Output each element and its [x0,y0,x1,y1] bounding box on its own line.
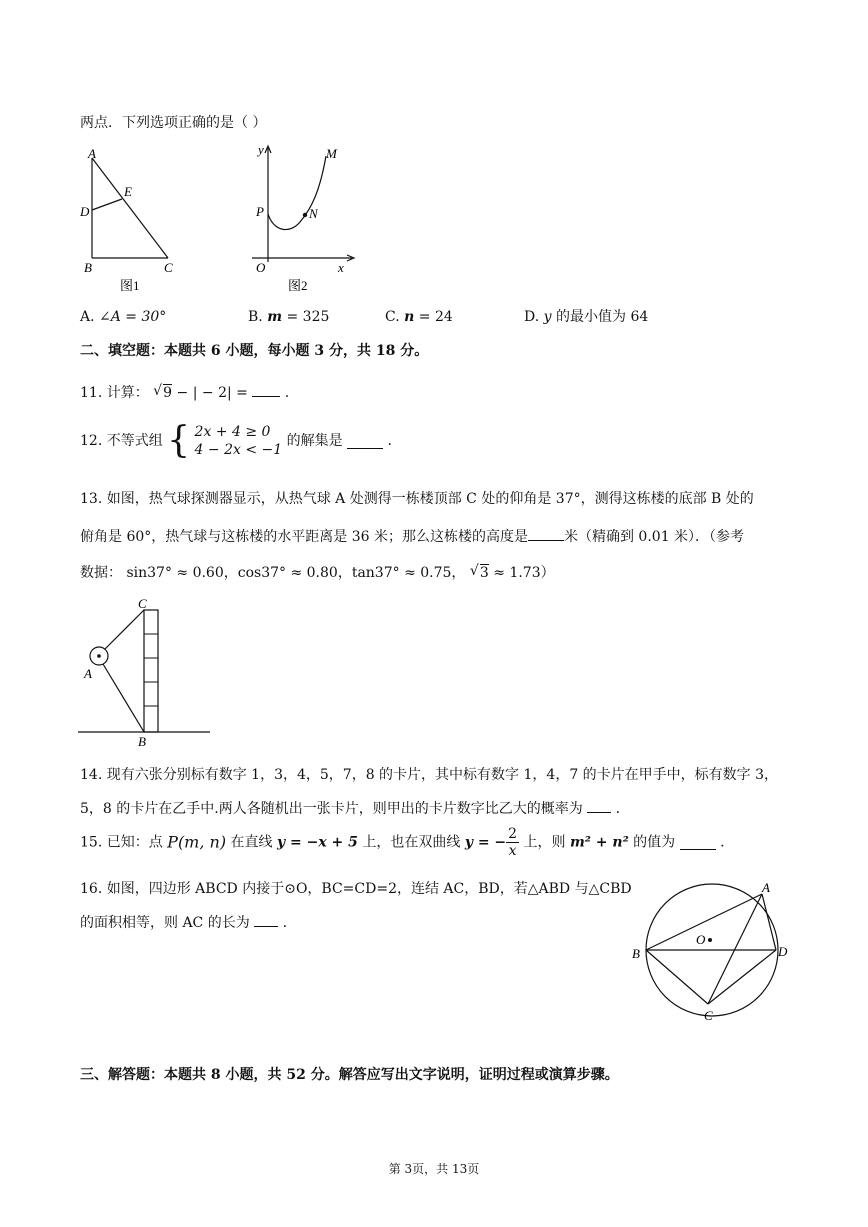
q14-line-1: 14. 现有六张分别标有数字 1，3，4，5，7，8 的卡片，其中标有数字 1，4，7 的卡片在甲手中，标有数字 3， [80,767,779,783]
fig2-caption: 图2 [288,278,308,293]
q16-fig-label-o: O [696,932,706,947]
fig2-label-p: P [256,204,264,219]
fig2-label-n: N [309,206,318,221]
q10-stem-tail: 两点．下列选项正确的是（ ） [80,115,267,131]
q13-line-3: 数据： sin37° ≈ 0.60，cos37° ≈ 0.80，tan37° ≈ 0.75， √ 3 ≈ 1.73） [80,563,555,581]
q16-figure [628,872,800,1028]
q13-line-2: 俯角是 60°，热气球与这栋楼的水平距离是 36 米；那么这栋楼的高度是 米（精确到 0.01 米）．（参考 [80,526,744,546]
q11-answer-blank[interactable] [252,382,280,397]
q10-option-c: C. n = 24 [385,309,453,325]
q13-fig-label-c: C [138,596,147,611]
q12-answer-blank[interactable] [347,434,383,449]
fig1-label-c: C [164,260,173,275]
fig1-label-d: D [80,204,90,219]
sqrt-3: √ 3 [469,563,489,581]
q10-option-b: B. m = 325 [248,309,330,325]
sqrt-9: √ 9 [153,383,173,401]
q14-line-2: 5，8 的卡片在乙手中.两人各随机出一张卡片，则甲出的卡片数字比乙大的概率为 . [80,798,620,818]
section-3-heading: 三、解答题：本题共 8 小题，共 52 分。解答应写出文字说明，证明过程或演算步骤。 [80,1067,619,1083]
fig2-label-o: O [256,260,266,275]
q15-fraction: $\frac{2}{x}$ [508,826,518,859]
q16-fig-label-b: B [632,946,640,961]
q10-option-d: D. y 的最小值为 64 [524,309,649,325]
fig1-label-e: E [124,184,132,199]
q13-line-1: 13. 如图，热气球探测器显示，从热气球 A 处测得一栋楼顶部 C 处的仰角是 37°，测得这栋楼的底部 B 处的 [80,491,754,507]
q14-answer-blank[interactable] [587,798,611,813]
q12-system: 2x + 4 ≥ 0 4 − 2x < −1 [194,424,283,458]
fig2-label-y: y [258,142,264,157]
fig2-label-x: x [338,260,344,275]
q10-figure-1 [78,146,188,296]
q13-fig-label-b: B [138,734,146,749]
q16-answer-blank[interactable] [254,912,278,927]
q10-option-a: A. ∠A = 30° [80,309,167,325]
q13-answer-blank[interactable] [528,526,564,541]
q12: 12. 不等式组 { 2x + 4 ≥ 0 4 − 2x < −1 的解集是 . [80,420,392,461]
q16-line-2: 的面积相等，则 AC 的长为 . [80,912,287,932]
q16-fig-label-a: A [762,880,770,895]
q15: 15. 已知：点 P(m, n) 在直线 y = −x + 5 上，也在双曲线 y = − $\frac{2}{x}$ 上，则 m² + n² 的值为 . [80,826,725,859]
fig1-label-b: B [84,260,92,275]
q16-fig-label-c: C [704,1008,713,1023]
q10-figure-2 [252,142,362,297]
fig2-label-m: M [326,146,337,161]
q16-line-1: 16. 如图，四边形 ABCD 内接于⊙O，BC=CD=2，连结 AC，BD，若△ABD 与△CBD [80,881,632,897]
q13-figure [78,596,218,752]
q16-fig-label-d: D [778,944,788,959]
page-footer: 第 3页，共 13页 [388,1162,480,1176]
q13-fig-label-a: A [84,666,92,681]
q12-brace: { [167,420,191,461]
fig1-label-a: A [88,146,96,161]
q11: 11. 计算： √ 9 − | − 2| = . [80,383,290,401]
section-2-heading: 二、填空题：本题共 6 小题，每小题 3 分，共 18 分。 [80,343,429,359]
q15-answer-blank[interactable] [680,835,716,850]
fig1-caption: 图1 [120,278,140,293]
